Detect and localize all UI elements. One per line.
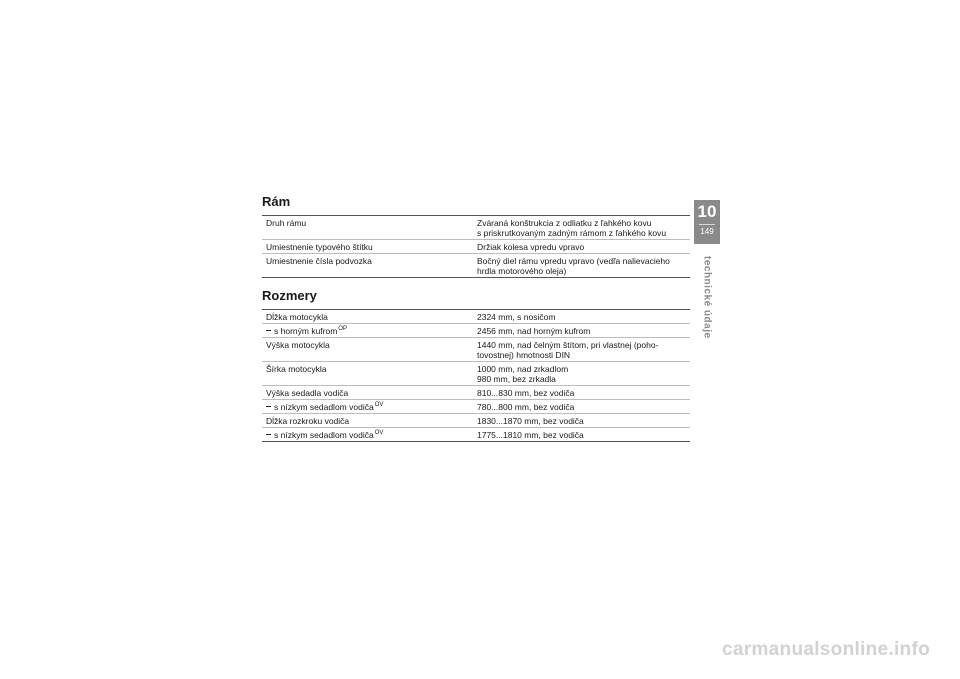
row-value-line: 1440 mm, nad čelným štítom, pri vlastnej (poho- (477, 340, 659, 350)
row-value (475, 242, 690, 252)
option-marker: OV (374, 402, 384, 408)
table-row (262, 399, 690, 413)
row-value-line: Držiak kolesa vpredu vpravo (477, 242, 585, 252)
row-label: Šírka motocykla (266, 364, 327, 374)
table-row (262, 216, 690, 239)
row-label: Výška motocykla (266, 340, 330, 350)
table-row (262, 361, 690, 385)
dash-icon (266, 434, 271, 435)
row-label: Umiestnenie čísla podvozka (266, 256, 372, 266)
row-label: Dĺžka rozkroku vodiča (266, 416, 350, 426)
section-title-frame: Rám (262, 194, 291, 209)
table-row (262, 427, 690, 441)
chapter-tab (694, 200, 720, 244)
row-value-line: 780...800 mm, bez vodiča (477, 402, 575, 412)
row-value-line: s priskrutkovaným zadným rámom z ľahkého kovu (477, 228, 667, 238)
row-value (475, 256, 690, 276)
row-value (475, 218, 690, 238)
row-value-line: 1830...1870 mm, bez vodiča (477, 416, 584, 426)
option-marker: OP (338, 326, 347, 332)
row-label (262, 326, 475, 336)
table-row (262, 385, 690, 399)
row-value (475, 364, 690, 384)
dash-icon (266, 406, 271, 407)
row-label (262, 402, 475, 412)
row-label: Umiestnenie typového štítku (266, 242, 373, 252)
row-value-line: 2456 mm, nad horným kufrom (477, 326, 591, 336)
row-value-line: Zváraná konštrukcia z odliatku z ľahkého kovu (477, 218, 652, 228)
row-label: Výška sedadla vodiča (266, 388, 349, 398)
table-row (262, 310, 690, 323)
row-label: Druh rámu (266, 218, 307, 228)
table-row (262, 253, 690, 277)
row-value-line: hrdla motorového oleja) (477, 266, 567, 276)
row-value (475, 340, 690, 360)
watermark: carmanualsonline.info (722, 639, 930, 660)
row-value-line: tovostnej) hmotnosti DIN (477, 350, 571, 360)
table-row (262, 323, 690, 337)
row-value-line: Bočný diel rámu vpredu vpravo (vedľa nalievacieho (477, 256, 670, 266)
dash-icon (266, 330, 271, 331)
table-row (262, 413, 690, 427)
row-value (475, 416, 690, 426)
row-label-text: s nízkym sedadlom vodiča (274, 430, 374, 440)
row-value (475, 312, 690, 322)
row-value (475, 388, 690, 398)
page-content (262, 194, 690, 442)
dimensions-table (262, 309, 690, 442)
chapter-divider (699, 224, 715, 225)
row-value (475, 326, 690, 336)
option-marker: OV (374, 430, 384, 436)
table-row (262, 337, 690, 361)
row-label-text: s horným kufrom (274, 326, 338, 336)
row-value-line: 810...830 mm, bez vodiča (477, 388, 575, 398)
row-label: Dĺžka motocykla (266, 312, 328, 322)
chapter-number: 10 (697, 202, 717, 221)
row-value-line: 1775...1810 mm, bez vodiča (477, 430, 584, 440)
chapter-title: technické údaje (701, 256, 713, 339)
section-title-dimensions: Rozmery (262, 288, 317, 303)
row-label-text: s nízkym sedadlom vodiča (274, 402, 374, 412)
table-row (262, 239, 690, 253)
row-value (475, 402, 690, 412)
row-value (475, 430, 690, 440)
row-label (262, 430, 475, 440)
row-value-line: 1000 mm, nad zrkadlom (477, 364, 569, 374)
row-value-line: 2324 mm, s nosičom (477, 312, 556, 322)
frame-table (262, 215, 690, 278)
row-value-line: 980 mm, bez zrkadla (477, 374, 556, 384)
page-number: 149 (700, 227, 714, 236)
